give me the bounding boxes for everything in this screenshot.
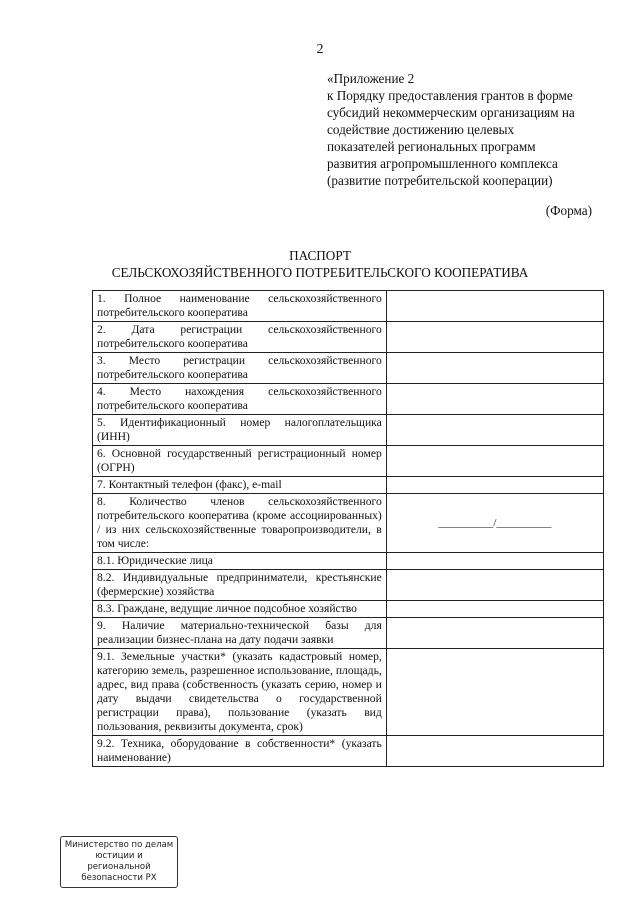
title-line-2: СЕЛЬСКОХОЗЯЙСТВЕННОГО ПОТРЕБИТЕЛЬСКОГО КООПЕРАТИВА <box>111 265 529 280</box>
table-row <box>93 384 604 415</box>
stamp-line: безопасности РХ <box>81 873 157 883</box>
stamp-line: Министерство по делам <box>64 840 174 850</box>
appendix-header <box>327 70 597 189</box>
table-row <box>93 494 604 553</box>
table-row <box>93 446 604 477</box>
row-label: 4. Место нахождения сельскохозяйственного потребительского кооператива <box>93 384 387 415</box>
row-label: 9. Наличие материально-технической базы для реализации бизнес-плана на дату подачи заявки <box>93 618 387 649</box>
title-line-1: ПАСПОРТ <box>289 248 351 263</box>
row-value-field[interactable] <box>386 618 603 649</box>
row-value-field[interactable] <box>386 384 603 415</box>
table-row <box>93 649 604 736</box>
row-value-field[interactable] <box>386 736 603 767</box>
row-label: 8.2. Индивидуальные предприниматели, крестьянские (фермерские) хозяйства <box>93 570 387 601</box>
row-value-field[interactable] <box>386 477 603 494</box>
appendix-line: содействие достижению целевых <box>327 122 515 137</box>
members-count-blank: __________/__________ <box>438 517 552 529</box>
ministry-stamp <box>60 836 178 888</box>
form-label: (Форма) <box>545 203 592 218</box>
page-number: 2 <box>316 42 324 57</box>
appendix-line: к Порядку предоставления грантов в форме <box>327 88 573 103</box>
row-value-field[interactable] <box>386 353 603 384</box>
table-row <box>93 322 604 353</box>
table-row <box>93 291 604 322</box>
table-row <box>93 601 604 618</box>
row-label: 1. Полное наименование сельскохозяйственного потребительского кооператива <box>93 291 387 322</box>
row-value-field[interactable] <box>386 553 603 570</box>
row-label: 6. Основной государственный регистрационный номер (ОГРН) <box>93 446 387 477</box>
row-value-field[interactable] <box>386 570 603 601</box>
row-label: 5. Идентификационный номер налогоплательщика (ИНН) <box>93 415 387 446</box>
appendix-line: «Приложение 2 <box>327 71 415 86</box>
table-row <box>93 415 604 446</box>
table-row <box>93 736 604 767</box>
row-label: 8.1. Юридические лица <box>93 553 387 570</box>
appendix-line: показателей региональных программ <box>327 139 536 154</box>
row-value-field[interactable] <box>386 415 603 446</box>
table-row <box>93 353 604 384</box>
members-count-field[interactable] <box>386 494 603 553</box>
row-value-field[interactable] <box>386 291 603 322</box>
row-label: 8. Количество членов сельскохозяйственного потребительского кооператива (кроме ассоциированных) / из них сельскохозяйственные товаропроизводители, в том числе: <box>93 494 387 553</box>
table-row <box>93 477 604 494</box>
row-value-field[interactable] <box>386 446 603 477</box>
stamp-line: юстиции и региональной <box>87 851 151 872</box>
row-value-field[interactable] <box>386 649 603 736</box>
appendix-line: субсидий некоммерческим организациям на <box>327 105 575 120</box>
row-label: 2. Дата регистрации сельскохозяйственного потребительского кооператива <box>93 322 387 353</box>
document-title <box>0 247 640 281</box>
table-row <box>93 618 604 649</box>
row-label: 9.1. Земельные участки* (указать кадастровый номер, категорию земель, разрешенное использование, площадь, адрес, вид права (собственность (указать серию, номер и дату выдачи свидетельства о государственной регистрации права), пользование (указать вид пользования, реквизиты документа, срок) <box>93 649 387 736</box>
row-label: 3. Место регистрации сельскохозяйственного потребительского кооператива <box>93 353 387 384</box>
row-label: 7. Контактный телефон (факс), e-mail <box>93 477 387 494</box>
table-row <box>93 553 604 570</box>
row-value-field[interactable] <box>386 601 603 618</box>
row-label: 9.2. Техника, оборудование в собственности* (указать наименование) <box>93 736 387 767</box>
table-row <box>93 570 604 601</box>
row-value-field[interactable] <box>386 322 603 353</box>
appendix-line: (развитие потребительской кооперации) <box>327 173 553 188</box>
appendix-line: развития агропромышленного комплекса <box>327 156 558 171</box>
passport-table <box>92 290 604 767</box>
row-label: 8.3. Граждане, ведущие личное подсобное хозяйство <box>93 601 387 618</box>
